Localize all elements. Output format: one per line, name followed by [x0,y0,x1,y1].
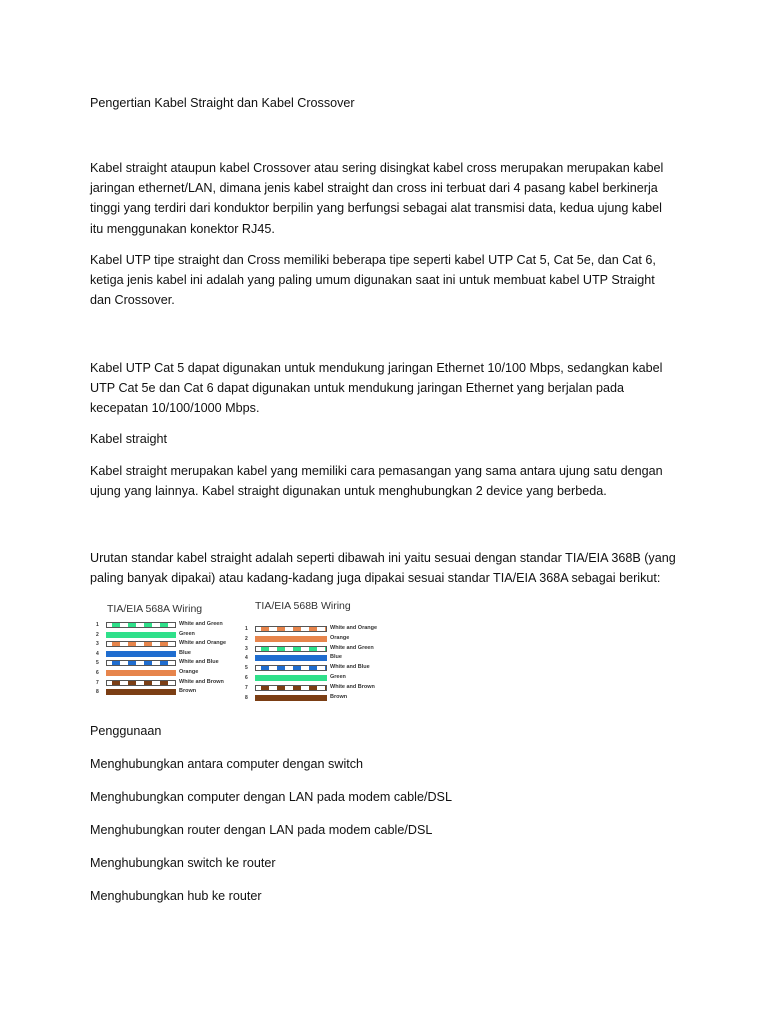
paragraph-intro [90,158,663,239]
brown-wire [106,689,176,695]
document-title: Pengertian Kabel Straight dan Kabel Crossover [90,96,355,110]
wire-row [93,660,243,667]
usage-item: Menghubungkan computer dengan LAN pada modem cable/DSL [90,790,452,804]
pin-number: 1 [96,622,99,628]
wire-row [238,626,408,633]
wire-label: Green [179,630,195,637]
text-line: Urutan standar kabel straight adalah seperti dibawah ini yaitu sesuai dengan standar TIA/EIA 368B (yang [90,551,676,565]
wire-row [93,689,243,696]
heading-kabel-straight: Kabel straight [90,432,168,446]
pin-number: 4 [96,650,99,657]
wire-label: Orange [179,669,199,675]
wire-label: Brown [179,688,197,695]
blue-wire [106,651,176,657]
wire-row [238,695,408,702]
pin-number: 3 [245,645,248,652]
pin-number: 6 [245,675,248,681]
diagram-title: TIA/EIA 568A Wiring [107,603,203,615]
text-line: dan Crossover. [90,293,175,308]
diagram-568b [238,600,408,700]
brown-wire [255,695,327,701]
wire-row [93,622,243,629]
usage-item: Menghubungkan hub ke router [90,889,262,903]
orange-striped-wire [106,641,176,647]
heading-penggunaan: Penggunaan [90,724,162,738]
blue-striped-wire [255,665,327,671]
text-line: kecepatan 10/100/1000 Mbps. [90,401,260,416]
wire-row [93,680,243,687]
pin-number: 7 [96,679,99,686]
brown-striped-wire [255,685,327,691]
green-wire [255,675,327,681]
wire-label: White and Brown [330,683,375,690]
text-line: Kabel UTP Cat 5 dapat digunakan untuk mendukung jaringan Ethernet 10/100 Mbps, sedangkan kabel [90,361,663,375]
wire-label: Green [330,674,346,680]
text-line: paling banyak dipakai) atau kadang-kadang juga dipakai sesuai standar TIA/EIA 368A sebagai berikut: [90,571,661,586]
text-line: ujung yang lainnya. Kabel straight digunakan untuk menghubungkan 2 device yang berbeda. [90,484,607,499]
orange-wire [255,636,327,642]
paragraph-straight-def [90,461,663,501]
usage-item: Menghubungkan switch ke router [90,856,276,870]
text-line: UTP Cat 5e dan Cat 6 dapat digunakan untuk mendukung jaringan Ethernet yang berjalan pada [90,381,624,396]
orange-striped-wire [255,626,327,632]
wire-row [93,651,243,658]
wire-label: White and Blue [330,664,370,671]
paragraph-standard-order [90,548,676,588]
green-striped-wire [106,622,176,628]
wire-row [238,646,408,653]
pin-number: 6 [96,670,99,676]
text-line: itu menggunakan konektor RJ45. [90,221,275,236]
green-striped-wire [255,646,327,652]
diagram-568a [93,600,243,700]
blue-striped-wire [106,660,176,666]
pin-number: 5 [245,665,248,672]
wire-row [238,675,408,682]
wire-row [93,632,243,639]
wire-label: Blue [330,654,342,661]
wire-label: White and Brown [179,678,224,685]
wire-label: White and Blue [179,659,219,666]
pin-number: 8 [96,689,99,696]
pin-number: 7 [245,684,248,691]
text-line: Kabel straight merupakan kabel yang memiliki cara pemasangan yang sama antara ujung satu dengan [90,464,663,478]
wire-label: White and Green [179,621,223,627]
brown-striped-wire [106,680,176,686]
text-line: ketiga jenis kabel ini adalah yang paling umum digunakan saat ini untuk membuat kabel UTP Straight [90,273,655,288]
wire-row [93,641,243,648]
paragraph-utp-types [90,250,656,311]
orange-wire [106,670,176,676]
wire-label: White and Green [330,644,374,651]
wire-label: White and Orange [330,625,378,631]
pin-number: 2 [96,631,99,638]
pin-number: 2 [245,635,248,642]
wire-label: Brown [330,693,348,700]
pin-number: 1 [245,626,248,632]
pin-number: 4 [245,655,248,662]
diagram-title: TIA/EIA 568B Wiring [255,600,351,612]
wire-row [93,670,243,677]
usage-item: Menghubungkan antara computer dengan switch [90,757,364,771]
pin-number: 5 [96,660,99,667]
wire-row [238,685,408,692]
paragraph-utp-speed [90,358,662,419]
wire-row [238,655,408,662]
pin-number: 3 [96,641,99,648]
wire-label: White and Orange [179,640,227,647]
pin-number: 8 [245,694,248,701]
text-line: Kabel UTP tipe straight dan Cross memiliki beberapa tipe seperti kabel UTP Cat 5, Cat 5e, dan Cat 6, [90,253,656,267]
blue-wire [255,655,327,661]
green-wire [106,632,176,638]
wire-label: Blue [179,649,191,656]
text-line: tinggi yang terdiri dari konduktor berpilin yang berfungsi sebagai alat transmisi data, kedua ujung kabel [90,201,662,216]
text-line: jaringan ethernet/LAN, dimana jenis kabel straight dan cross ini terbuat dari 4 pasang kabel berkinerja [90,181,658,196]
usage-item: Menghubungkan router dengan LAN pada modem cable/DSL [90,823,433,837]
text-line: Kabel straight ataupun kabel Crossover atau sering disingkat kabel cross merupakan merupakan kabel [90,161,664,175]
wire-label: Orange [330,634,350,641]
wire-row [238,636,408,643]
wire-row [238,665,408,672]
